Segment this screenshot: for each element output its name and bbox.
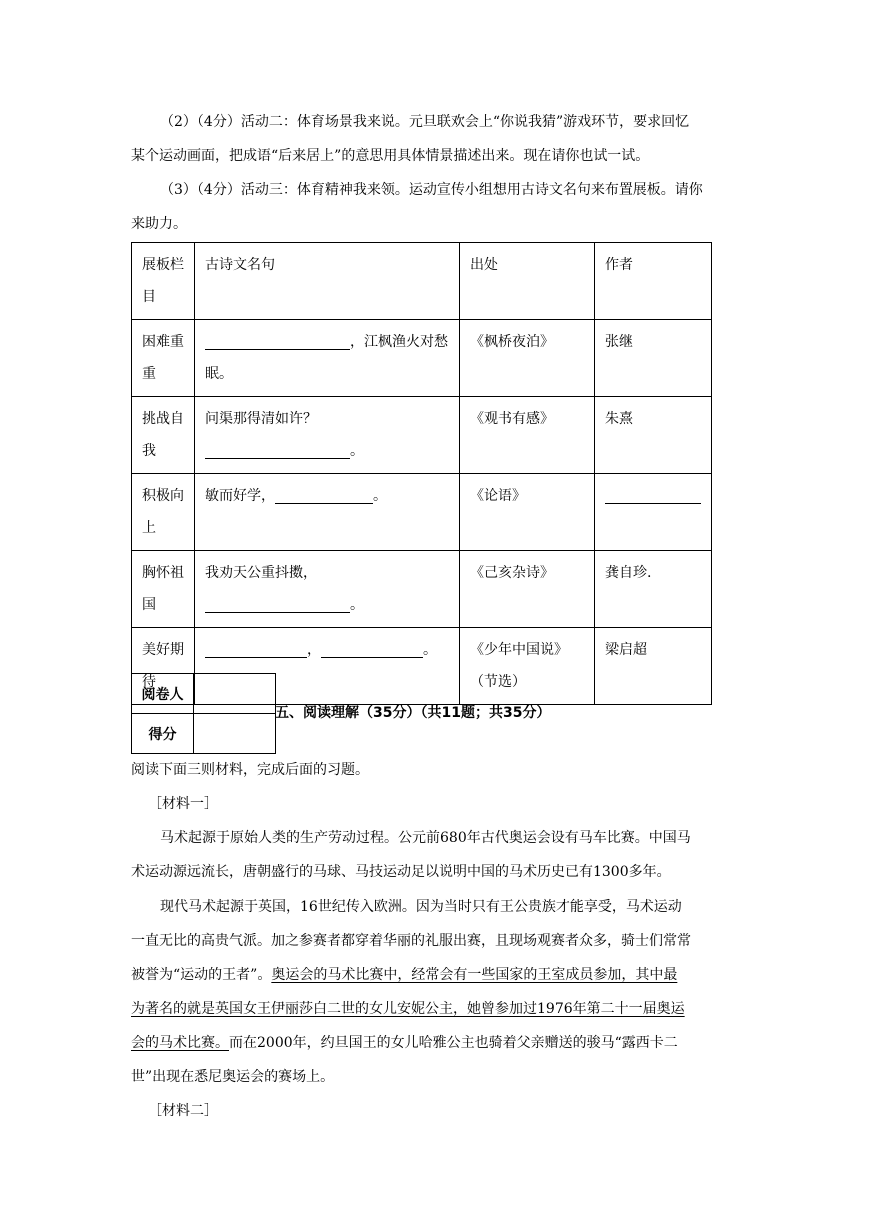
material-1-p2-line-4: 为著名的就是英国女王伊丽莎白二世的女儿安妮公主，她曾参加过1976年第二十一届奥运	[131, 1001, 685, 1017]
section-title: 五、阅读理解（35分）（共11题；共35分）	[275, 705, 551, 721]
column-name: 胸怀祖国	[132, 551, 195, 628]
answer-blank[interactable]	[275, 489, 373, 504]
score-label: 得分	[132, 714, 194, 754]
material-1-p2-line-2: 一直无比的高贵气派。加之参赛者都穿着华丽的礼服出赛，且现场观赛者众多，骑士们常常	[131, 933, 691, 949]
source-cell: 《论语》	[460, 474, 595, 551]
verse-cell: 我劝天公重抖擞，。	[195, 551, 460, 628]
header-verse: 古诗文名句	[195, 243, 460, 320]
material-1-p2-line-1: 现代马术起源于英国，16世纪传入欧洲。因为当时只有王公贵族才能享受，马术运动	[160, 899, 682, 915]
table-row	[132, 551, 712, 628]
poem-table	[131, 242, 712, 705]
author-answer-blank[interactable]	[605, 489, 701, 504]
verse-cell: 敏而好学， 。	[195, 474, 460, 551]
column-name: 困难重重	[132, 320, 195, 397]
table-row	[132, 397, 712, 474]
reading-intro: 阅读下面三则材料，完成后面的习题。	[131, 762, 369, 778]
column-name: 挑战自我	[132, 397, 195, 474]
score-box	[131, 673, 276, 754]
header-source: 出处	[460, 243, 595, 320]
reviewer-field[interactable]	[194, 674, 276, 714]
author-cell: 朱熹	[595, 397, 712, 474]
header-column: 展板栏目	[132, 243, 195, 320]
source-cell: 《少年中国说》（节选）	[460, 628, 595, 705]
material-1-p2-line-5: 会的马术比赛。而在2000年，约旦国王的女儿哈雅公主也骑着父亲赠送的骏马“露西卡二	[131, 1035, 678, 1051]
author-cell: 梁启超	[595, 628, 712, 705]
reviewer-label: 阅卷人	[132, 674, 194, 714]
material-1-p1-line-1: 马术起源于原始人类的生产劳动过程。公元前680年古代奥运会设有马车比赛。中国马	[160, 830, 691, 846]
material-1-p2-line-6: 世”出现在悉尼奥运会的赛场上。	[131, 1069, 335, 1085]
verse-cell: 问渠那得清如许？。	[195, 397, 460, 474]
answer-blank[interactable]	[205, 598, 350, 613]
verse-cell: ，江枫渔火对愁眠。	[195, 320, 460, 397]
answer-blank[interactable]	[205, 444, 350, 459]
underlined-sentence: 奥运会的马术比赛中，经常会有一些国家的王室成员参加，其中最	[271, 967, 678, 983]
column-name: 积极向上	[132, 474, 195, 551]
author-cell	[595, 474, 712, 551]
score-field[interactable]	[194, 714, 276, 754]
column-name: 美好期待	[132, 628, 195, 705]
material-1-label: ［材料一］	[148, 796, 218, 812]
verse-cell: ， 。	[195, 628, 460, 705]
question-2-line-1: （2）（4分）活动二：体育场景我来说。元旦联欢会上“你说我猜”游戏环节，要求回忆	[160, 114, 690, 130]
material-2-label: ［材料二］	[148, 1103, 218, 1119]
header-author: 作者	[595, 243, 712, 320]
question-3-line-2: 来助力。	[131, 216, 187, 232]
material-1-p1-line-2: 术运动源远流长，唐朝盛行的马球、马技运动足以说明中国的马术历史已有1300多年。	[131, 864, 671, 880]
answer-blank[interactable]	[205, 643, 307, 658]
question-2-line-2: 某个运动画面，把成语“后来居上”的意思用具体情景描述出来。现在请你也试一试。	[131, 148, 650, 164]
source-cell: 《观书有感》	[460, 397, 595, 474]
answer-blank[interactable]	[321, 643, 423, 658]
material-1-p2-line-3: 被誉为“运动的王者”。奥运会的马术比赛中，经常会有一些国家的王室成员参加，其中最	[131, 967, 678, 983]
table-row	[132, 474, 712, 551]
source-cell: 《己亥杂诗》	[460, 551, 595, 628]
author-cell: 张继	[595, 320, 712, 397]
author-cell: 龚自珍.	[595, 551, 712, 628]
answer-blank[interactable]	[205, 335, 350, 350]
source-cell: 《枫桥夜泊》	[460, 320, 595, 397]
table-row	[132, 320, 712, 397]
underlined-sentence-end: 会的马术比赛。	[131, 1035, 229, 1051]
question-3-line-1: （3）（4分）活动三：体育精神我来领。运动宣传小组想用古诗文名句来布置展板。请你	[160, 182, 703, 198]
